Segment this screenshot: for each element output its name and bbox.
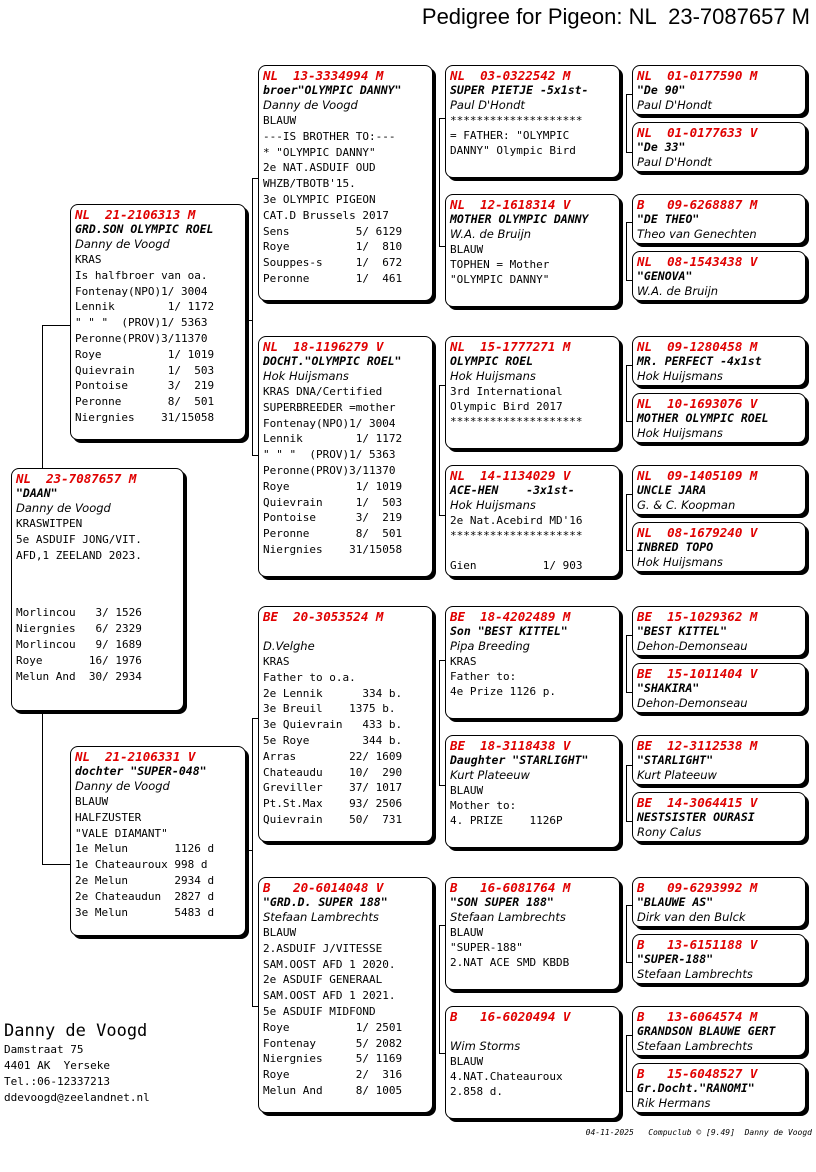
gp-line: Roye 1/ 810 <box>263 240 403 254</box>
gggp-breeder: Paul D'Hondt <box>637 155 712 169</box>
father-line: Quievrain 1/ 503 <box>75 363 215 377</box>
subject-breeder: Danny de Voogd <box>16 501 111 515</box>
gggp-name: "DE THEO" <box>637 212 700 226</box>
subject-ring: NL 23-7087657 M <box>16 471 137 486</box>
gp-line: 2.ASDUIF J/VITESSE <box>263 941 383 955</box>
gp-ring: NL 13-3334994 M <box>263 68 384 83</box>
ggp-line: 4e Prize 1126 p. <box>450 685 556 698</box>
mother-line: 2e Melun 2934 d <box>75 873 215 887</box>
gp-breeder: Hok Huijsmans <box>263 369 349 383</box>
ggp-line: 4. PRIZE 1126P <box>450 814 563 827</box>
gg-grandparent-card <box>632 792 806 842</box>
gp-line: SAM.OOST AFD 1 2020. <box>263 957 396 971</box>
ggp-line: Father to: <box>450 670 517 683</box>
ggp-line: ******************** <box>450 114 583 127</box>
mother-ring: NL 21-2106331 V <box>75 749 196 764</box>
gg-grandparent-card <box>632 1006 806 1056</box>
father-card <box>70 204 246 440</box>
gggp-ring: NL 01-0177590 M <box>637 68 758 83</box>
gggp-ring: B 15-6048527 V <box>637 1066 758 1081</box>
gp-ring: B 20-6014048 V <box>263 880 384 895</box>
gggp-name: Gr.Docht."RANOMI" <box>637 1081 755 1095</box>
grandparent-card <box>258 336 433 577</box>
gggp-breeder: Kurt Plateeuw <box>637 768 717 782</box>
gg-grandparent-card <box>632 735 806 785</box>
ggp-line: KRAS <box>450 655 477 668</box>
gp-line: Souppes-s 1/ 672 <box>263 256 403 270</box>
ggp-breeder: Wim Storms <box>450 1039 521 1053</box>
gggp-name: "GENOVA" <box>637 269 693 283</box>
gggp-breeder: Dirk van den Bulck <box>637 910 746 924</box>
gp-line: Niergnies 5/ 1169 <box>263 1052 403 1066</box>
gggp-ring: BE 15-1011404 V <box>637 666 758 681</box>
gp-line: 2e NAT.ASDUIF OUD <box>263 161 376 175</box>
ggp-breeder: Hok Huijsmans <box>450 369 536 383</box>
grandparent-card <box>258 877 433 1113</box>
grandparent-card <box>258 606 433 842</box>
gp-line: BLAUW <box>263 114 297 127</box>
gggp-ring: B 09-6293992 M <box>637 880 758 895</box>
ggp-line: "OLYMPIC DANNY" <box>450 273 550 286</box>
gggp-ring: NL 09-1280458 M <box>637 339 758 354</box>
gp-breeder: D.Velghe <box>263 639 315 653</box>
ggp-breeder: Paul D'Hondt <box>450 98 525 112</box>
great-grandparent-card <box>445 606 620 719</box>
gp-line: Fontenay(NPO)1/ 3004 <box>263 416 396 430</box>
owner-block <box>4 1020 244 1106</box>
gp-line: SAM.OOST AFD 1 2021. <box>263 989 396 1003</box>
gp-line: Father to o.a. <box>263 670 356 684</box>
owner-postcode: 4401 AK Yerseke <box>4 1059 110 1072</box>
gggp-ring: BE 15-1029362 M <box>637 609 758 624</box>
ggp-line: BLAUW <box>450 243 484 256</box>
gggp-breeder: W.A. de Bruijn <box>637 284 719 298</box>
mother-line: 1e Chateauroux 998 d <box>75 858 208 872</box>
owner-phone: Tel.:06-12337213 <box>4 1075 110 1088</box>
gggp-name: GRANDSON BLAUWE GERT <box>637 1024 776 1038</box>
subject-line: 5e ASDUIF JONG/VIT. <box>16 532 142 546</box>
gggp-ring: NL 09-1405109 M <box>637 468 758 483</box>
gg-grandparent-card <box>632 336 806 386</box>
ggp-line <box>450 543 615 558</box>
ggp-ring: B 16-6020494 V <box>450 1009 571 1024</box>
mother-line: 1e Melun 1126 d <box>75 842 215 856</box>
owner-name: Danny de Voogd <box>4 1021 148 1041</box>
mother-name: dochter "SUPER-048" <box>75 764 207 778</box>
gggp-ring: BE 14-3064415 V <box>637 795 758 810</box>
gggp-name: INBRED TOPO <box>637 540 714 554</box>
ggp-name: SUPER PIETJE -5x1st- <box>450 83 589 97</box>
ggp-line: Olympic Bird 2017 <box>450 400 563 413</box>
gp-breeder: Danny de Voogd <box>263 98 358 112</box>
gggp-breeder: Dehon-Demonseau <box>637 696 748 710</box>
great-grandparent-card <box>445 1006 620 1119</box>
father-name: GRD.SON OLYMPIC ROEL <box>75 222 214 236</box>
owner-address: Damstraat 75 <box>4 1043 84 1056</box>
gp-line: Arras 22/ 1609 <box>263 749 403 763</box>
gp-line: WHZB/TBOTB'15. <box>263 177 356 191</box>
gg-grandparent-card <box>632 122 806 172</box>
ggp-name: MOTHER OLYMPIC DANNY <box>450 212 589 226</box>
gp-line: Quievrain 1/ 503 <box>263 495 403 509</box>
gp-line: 5e Roye 344 b. <box>263 733 403 747</box>
ggp-breeder: Kurt Plateeuw <box>450 768 530 782</box>
page-title: Pedigree for Pigeon: NL 23-7087657 M <box>421 4 810 29</box>
ggp-name: "SON SUPER 188" <box>450 895 554 909</box>
mother-card <box>70 746 246 936</box>
great-grandparent-card <box>445 194 620 307</box>
gggp-name: "De 90" <box>637 83 686 97</box>
ggp-line: ******************** <box>450 529 583 542</box>
gp-line: 3e Breuil 1375 b. <box>263 702 396 716</box>
subject-line: AFD,1 ZEELAND 2023. <box>16 548 142 562</box>
subject-result: Morlincou 9/ 1689 <box>16 637 142 651</box>
gg-grandparent-card <box>632 663 806 713</box>
gggp-ring: B 09-6268887 M <box>637 197 758 212</box>
ggp-line: 2e Nat.Acebird MD'16 <box>450 514 583 527</box>
subject-result: Melun And 30/ 2934 <box>16 669 142 683</box>
father-line: " " " (PROV)1/ 5363 <box>75 316 208 330</box>
father-line: Peronne 8/ 501 <box>75 395 215 409</box>
gp-ring: NL 18-1196279 V <box>263 339 384 354</box>
gp-line: 2e ASDUIF GENERAAL <box>263 973 383 987</box>
gggp-name: "SUPER-188" <box>637 952 714 966</box>
gggp-name: "BEST KITTEL" <box>637 624 728 638</box>
gp-line: KRAS DNA/Certified <box>263 385 383 398</box>
gp-breeder: Stefaan Lambrechts <box>263 910 379 924</box>
gg-grandparent-card <box>632 251 806 301</box>
gp-line: Greviller 37/ 1017 <box>263 781 403 795</box>
subject-result: Morlincou 3/ 1526 <box>16 606 142 620</box>
gp-line: BLAUW <box>263 926 297 939</box>
mother-breeder: Danny de Voogd <box>75 779 170 793</box>
ggp-line: TOPHEN = Mother <box>450 258 550 271</box>
ggp-line: BLAUW <box>450 1055 484 1068</box>
gg-grandparent-card <box>632 65 806 115</box>
ggp-line: 2.NAT ACE SMD KBDB <box>450 956 570 969</box>
subject-result: Roye 16/ 1976 <box>16 653 142 667</box>
ggp-line: Mother to: <box>450 799 517 812</box>
gg-grandparent-card <box>632 877 806 927</box>
ggp-line: BLAUW <box>450 926 484 939</box>
gp-line: Fontenay 5/ 2082 <box>263 1036 403 1050</box>
gp-line: 3e OLYMPIC PIGEON <box>263 192 376 206</box>
subject-result: Niergnies 6/ 2329 <box>16 622 142 636</box>
gp-line: 2e Lennik 334 b. <box>263 686 403 700</box>
gp-line: 3e Quievrain 433 b. <box>263 718 403 732</box>
gggp-name: UNCLE JARA <box>637 483 707 497</box>
gggp-breeder: Paul D'Hondt <box>637 98 712 112</box>
ggp-line: 2.858 d. <box>450 1085 503 1098</box>
gggp-name: "De 33" <box>637 140 686 154</box>
gggp-breeder: Hok Huijsmans <box>637 555 723 569</box>
great-grandparent-card <box>445 336 620 449</box>
father-line: Roye 1/ 1019 <box>75 347 215 361</box>
gp-line: Melun And 8/ 1005 <box>263 1083 403 1097</box>
gg-grandparent-card <box>632 522 806 572</box>
father-line: Niergnies 31/15058 <box>75 410 215 424</box>
father-breeder: Danny de Voogd <box>75 237 170 251</box>
gp-line: 5e ASDUIF MIDFOND <box>263 1004 376 1018</box>
great-grandparent-card <box>445 65 620 178</box>
gggp-ring: NL 08-1679240 V <box>637 525 758 540</box>
ggp-line: ******************** <box>450 415 583 428</box>
gp-line: Roye 2/ 316 <box>263 1068 403 1082</box>
owner-email: ddevoogd@zeelandnet.nl <box>4 1091 150 1104</box>
ggp-line: Gien 1/ 903 <box>450 559 583 572</box>
ggp-ring: NL 12-1618314 V <box>450 197 571 212</box>
gp-line: Roye 1/ 1019 <box>263 479 403 493</box>
mother-line: 3e Melun 5483 d <box>75 905 215 919</box>
gp-line: Lennik 1/ 1172 <box>263 432 403 446</box>
ggp-name <box>450 1024 615 1039</box>
mother-line: BLAUW <box>75 795 109 808</box>
gggp-ring: B 13-6151188 V <box>637 937 758 952</box>
gp-line: CAT.D Brussels 2017 <box>263 208 389 222</box>
gp-line: KRAS <box>263 655 290 668</box>
ggp-ring: NL 03-0322542 M <box>450 68 571 83</box>
gp-name <box>263 624 428 639</box>
gggp-ring: BE 12-3112538 M <box>637 738 758 753</box>
gggp-name: MR. PERFECT -4x1st <box>637 354 762 368</box>
gggp-name: MOTHER OLYMPIC ROEL <box>637 411 769 425</box>
gp-name: "GRD.D. SUPER 188" <box>263 895 388 909</box>
gggp-name: "SHAKIRA" <box>637 681 700 695</box>
subject-name: "DAAN" <box>16 486 58 500</box>
gggp-breeder: Stefaan Lambrechts <box>637 1039 753 1053</box>
ggp-name: ACE-HEN -3x1st- <box>450 483 575 497</box>
ggp-name: OLYMPIC ROEL <box>450 354 534 368</box>
gp-line: Niergnies 31/15058 <box>263 542 403 556</box>
ggp-line: 3rd International <box>450 385 563 398</box>
gggp-name: "STARLIGHT" <box>637 753 714 767</box>
gp-line: SUPERBREEDER =mother <box>263 400 396 414</box>
father-line: KRAS <box>75 253 102 266</box>
gp-line: Peronne 8/ 501 <box>263 527 403 541</box>
ggp-name: Son "BEST KITTEL" <box>450 624 568 638</box>
gp-line: Quievrain 50/ 731 <box>263 812 403 826</box>
gggp-breeder: Rik Hermans <box>637 1096 711 1110</box>
gp-line: * "OLYMPIC DANNY" <box>263 145 376 159</box>
gg-grandparent-card <box>632 465 806 515</box>
ggp-line: "SUPER-188" <box>450 941 523 954</box>
gp-line: Pontoise 3/ 219 <box>263 511 403 525</box>
grandparent-card <box>258 65 433 301</box>
gp-line: Pt.St.Max 93/ 2506 <box>263 797 403 811</box>
gp-name: broer"OLYMPIC DANNY" <box>263 83 402 97</box>
gp-ring: BE 20-3053524 M <box>263 609 384 624</box>
gggp-name: "BLAUWE AS" <box>637 895 714 909</box>
father-line: Is halfbroer van oa. <box>75 268 208 282</box>
gg-grandparent-card <box>632 934 806 984</box>
gp-line: Peronne 1/ 461 <box>263 271 403 285</box>
ggp-breeder: Hok Huijsmans <box>450 498 536 512</box>
gggp-breeder: Hok Huijsmans <box>637 426 723 440</box>
gp-line: Roye 1/ 2501 <box>263 1020 403 1034</box>
gg-grandparent-card <box>632 606 806 656</box>
ggp-line: 4.NAT.Chateauroux <box>450 1070 563 1083</box>
gp-line: " " " (PROV)1/ 5363 <box>263 448 396 462</box>
subject-card <box>11 468 184 711</box>
gp-line: Chateaudu 10/ 290 <box>263 765 403 779</box>
gp-line: ---IS BROTHER TO:--- <box>263 129 396 143</box>
gggp-breeder: Theo van Genechten <box>637 227 757 241</box>
ggp-line: BLAUW <box>450 784 484 797</box>
ggp-ring: NL 14-1134029 V <box>450 468 571 483</box>
father-line: Fontenay(NPO)1/ 3004 <box>75 284 208 298</box>
gg-grandparent-card <box>632 1063 806 1113</box>
father-line: Peronne(PROV)3/11370 <box>75 331 208 345</box>
gp-name: DOCHT."OLYMPIC ROEL" <box>263 354 402 368</box>
gggp-breeder: Stefaan Lambrechts <box>637 967 753 981</box>
ggp-breeder: Stefaan Lambrechts <box>450 910 566 924</box>
ggp-breeder: W.A. de Bruijn <box>450 227 532 241</box>
ggp-ring: B 16-6081764 M <box>450 880 571 895</box>
gggp-breeder: Rony Calus <box>637 825 702 839</box>
gp-line: Peronne(PROV)3/11370 <box>263 463 396 477</box>
gggp-ring: NL 01-0177633 V <box>637 125 758 140</box>
gggp-ring: B 13-6064574 M <box>637 1009 758 1024</box>
mother-line: 2e Chateaudun 2827 d <box>75 889 215 903</box>
gggp-breeder: Hok Huijsmans <box>637 369 723 383</box>
ggp-ring: BE 18-3118438 V <box>450 738 571 753</box>
gggp-name: NESTSISTER OURASI <box>637 810 755 824</box>
great-grandparent-card <box>445 877 620 990</box>
ggp-breeder: Pipa Breeding <box>450 639 530 653</box>
gggp-ring: NL 10-1693076 V <box>637 396 758 411</box>
gg-grandparent-card <box>632 194 806 244</box>
father-line: Lennik 1/ 1172 <box>75 300 215 314</box>
footer-credit: 04-11-2025 Compuclub © [9.49] Danny de Voogd <box>585 1128 812 1137</box>
ggp-name: Daughter "STARLIGHT" <box>450 753 589 767</box>
gggp-breeder: Dehon-Demonseau <box>637 639 748 653</box>
father-line: Pontoise 3/ 219 <box>75 379 215 393</box>
great-grandparent-card <box>445 735 620 848</box>
mother-line: HALFZUSTER <box>75 810 142 824</box>
gggp-breeder: G. & C. Koopman <box>637 498 736 512</box>
gg-grandparent-card <box>632 393 806 443</box>
gp-line: Sens 5/ 6129 <box>263 224 403 238</box>
father-ring: NL 21-2106313 M <box>75 207 196 222</box>
mother-line: "VALE DIAMANT" <box>75 826 168 840</box>
ggp-ring: NL 15-1777271 M <box>450 339 571 354</box>
ggp-line: = FATHER: "OLYMPIC <box>450 129 570 142</box>
gggp-ring: NL 08-1543438 V <box>637 254 758 269</box>
great-grandparent-card <box>445 465 620 577</box>
subject-line: KRASWITPEN <box>16 517 83 530</box>
ggp-ring: BE 18-4202489 M <box>450 609 571 624</box>
ggp-line: DANNY" Olympic Bird <box>450 144 576 157</box>
